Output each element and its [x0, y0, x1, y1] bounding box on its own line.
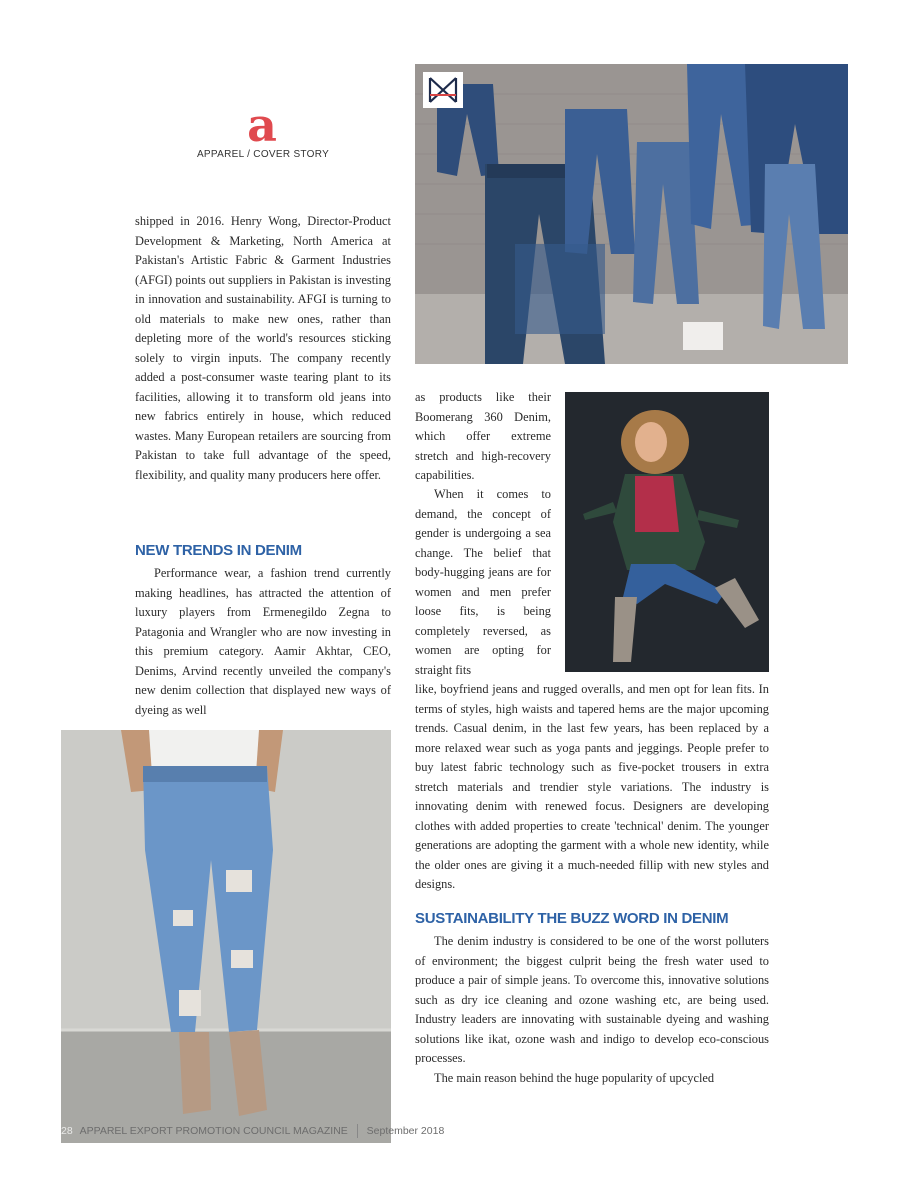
issue-date: September 2018 — [366, 1124, 445, 1137]
page-number: 28 — [61, 1124, 73, 1137]
body-paragraph: Performance wear, a fashion trend currently making headlines, has attracted the attention of luxury players from Ermenegildo Zegna to Patagonia and Wrangler who are now investing in this premium category. Aamir Akhtar, CEO, Denims, Arvind recently unveiled the company's new denim collection that displayed new ways of dyeing as well — [135, 566, 391, 717]
body-paragraph: like, boyfriend jeans and rugged overalls, and men opt for lean fits. In terms of styles, high waists and tapered hems are the major upcoming trends. Casual denim, in the last few years, has been replaced by a more relaxed wear such as yoga pants and jeggings. People prefer to buy latest fabric technology such as five-pocket trousers in extra stretch materials and trendier style variations. The industry is innovating denim with renewed focus. Designers are developing clothes with added properties to create 'technical' denim. The younger generations are adopting the garment with a whole new identity, while the older ones are giving it a much-needed fillip with new styles and designs. — [415, 682, 769, 891]
hanging-jeans-photo — [415, 64, 848, 364]
section-heading: NEW TRENDS IN DENIM — [135, 542, 302, 559]
body-paragraph: The denim industry is considered to be one of the worst polluters of environment; the biggest culprit being the fresh water used to produce a pair of simple jeans. To overcome this, innovative solutions such as dry ice cleaning and ozone washing etc, are being used. Industry leaders are innovating with sustainable dyeing and washing solutions like ikat, ozone wash and indigo to develop eco-conscious processes. — [415, 934, 769, 1065]
body-paragraph: The main reason behind the huge popularity of upcycled — [434, 1071, 715, 1085]
publication-name: APPAREL EXPORT PROMOTION COUNCIL MAGAZINE — [79, 1124, 348, 1137]
page-footer — [61, 1124, 581, 1138]
section-heading: SUSTAINABILITY THE BUZZ WORD IN DENIM — [415, 910, 729, 927]
footer-divider — [357, 1124, 358, 1138]
magazine-logo: a — [247, 98, 277, 152]
body-paragraph: as products like their Boomerang 360 Denim, which offer extreme stretch and high-recovery capabilities. — [415, 390, 551, 482]
body-paragraph: When it comes to demand, the concept of gender is undergoing a sea change. The belief that body-hugging jeans are for women and men prefer loose fits, is being completely reversed, as women are opting for straight fits — [415, 487, 551, 677]
body-paragraph: shipped in 2016. Henry Wong, Director-Product Development & Marketing, North America at Pakistan's Artistic Fabric & Garment Industries (AFGI) points out suppliers in Pakistan is investing in innovation and sustainability. AFGI is turning to old materials to make new ones, rather than depleting more of the world's resources sticking solely to virgin inputs. The company recently added a post-consumer waste tearing plant to its facilities, allowing it to transform old jeans into new fabrics entirely in house, which reduced wastes. Many European retailers are sourcing from Pakistan to take full advantage of the speed, flexibility, and quality many producers here offer. — [135, 214, 391, 482]
jumping-girl-photo — [565, 392, 769, 672]
distressed-jeans-photo — [61, 730, 391, 1143]
section-label: APPAREL / COVER STORY — [196, 149, 330, 160]
